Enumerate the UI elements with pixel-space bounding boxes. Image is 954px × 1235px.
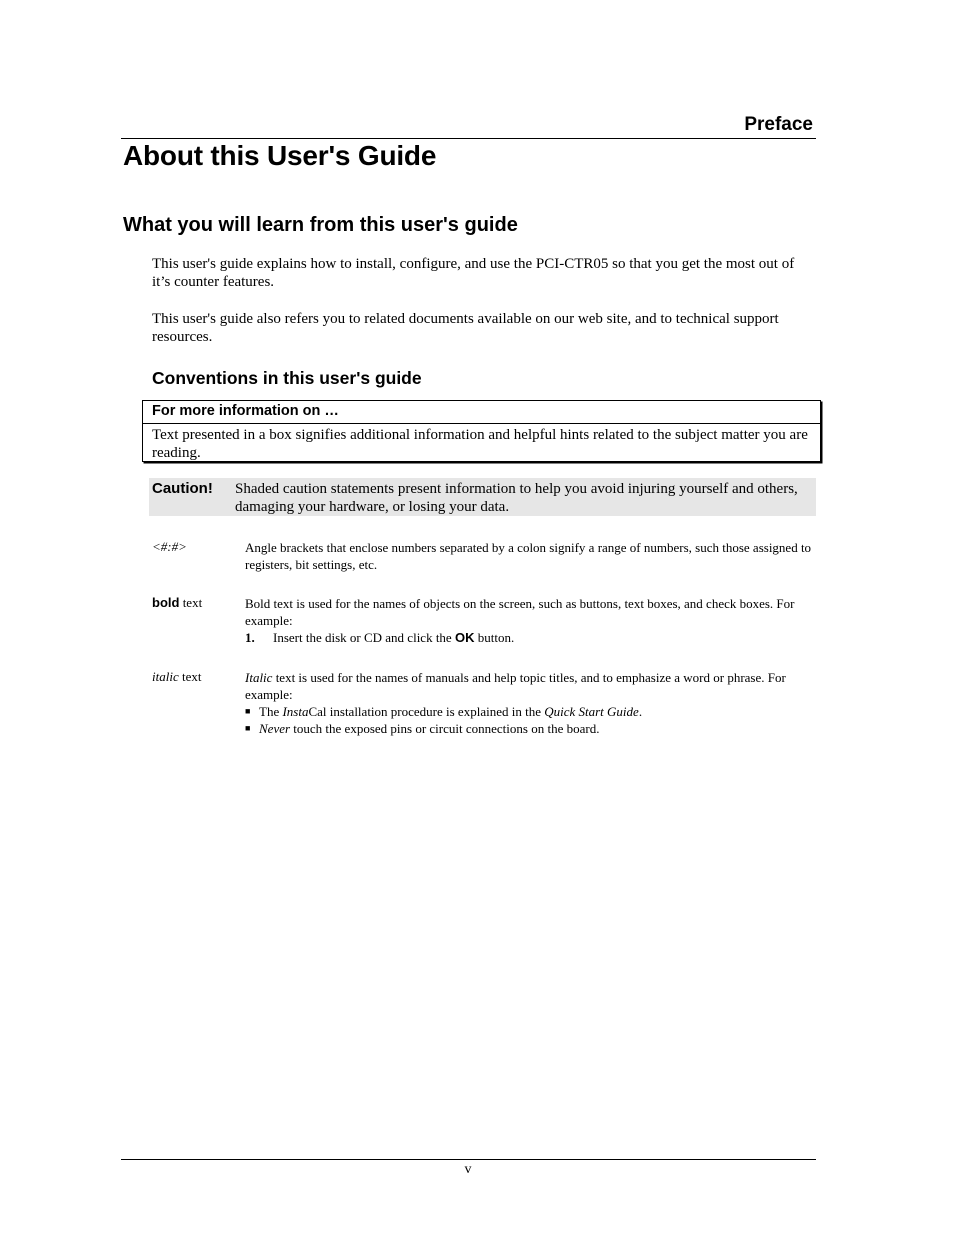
- learn-heading: What you will learn from this user's guide: [123, 214, 518, 236]
- learn-paragraph-1: This user's guide explains how to install, configure, and use the PCI-CTR05 so that you get the most out of it’s counter features.: [152, 256, 795, 290]
- section-header: Preface: [744, 114, 813, 135]
- page-title: About this User's Guide: [123, 140, 437, 171]
- bold-description-text: Bold text is used for the names of objects on the screen, such as buttons, text boxes, and check boxes. For example:: [245, 596, 795, 628]
- square-bullet-icon: ■: [245, 723, 251, 733]
- list-item: [245, 720, 815, 737]
- learn-paragraph-2: This user's guide also refers you to related documents available on our web site, and to technical support resources.: [152, 311, 779, 345]
- info-box-divider: [143, 423, 820, 424]
- angle-bracket-description: Angle brackets that enclose numbers separated by a colon signify a range of numbers, such those assigned to registers, bit settings, etc.: [245, 540, 812, 572]
- caution-box: [149, 478, 816, 516]
- bold-term: [152, 595, 202, 611]
- info-box-title: For more information on …: [152, 403, 339, 419]
- info-box-body: Text presented in a box signifies additional information and helpful hints related to the subject matter you are reading.: [152, 427, 808, 461]
- ok-label: OK: [454, 630, 475, 645]
- bullet1-pre: The: [259, 704, 283, 719]
- italic-description: [245, 669, 815, 737]
- square-bullet-icon: ■: [245, 706, 251, 716]
- bold-example-step: [245, 629, 815, 646]
- italic-description-text: [245, 669, 815, 703]
- bold-term-rest: text: [179, 595, 203, 610]
- italic-word: Italic: [245, 670, 273, 685]
- bullet2-never: Never: [259, 721, 291, 736]
- page-number: v: [464, 1162, 472, 1177]
- italic-description-rest: text is used for the names of manuals and help topic titles, and to emphasize a word or phrase. For example:: [245, 670, 786, 702]
- info-box: [142, 400, 821, 462]
- angle-bracket-term: <#:#>: [152, 539, 187, 554]
- italic-term: [152, 669, 201, 685]
- step-text-post: button.: [474, 630, 515, 645]
- header-rule: [121, 138, 816, 139]
- bullet1-insta: Insta: [282, 704, 309, 719]
- bold-term-word: bold: [152, 595, 180, 610]
- conventions-heading: Conventions in this user's guide: [152, 368, 422, 388]
- bullet1-post: .: [638, 704, 643, 719]
- bold-description: [245, 595, 815, 646]
- bullet1-cal: Cal installation procedure is explained in the: [308, 704, 545, 719]
- caution-label: Caution!: [152, 480, 213, 497]
- step-text-pre: Insert the disk or CD and click the: [273, 630, 455, 645]
- italic-term-rest: text: [178, 669, 202, 684]
- list-item: [245, 703, 815, 720]
- caution-text: Shaded caution statements present information to help you avoid injuring yourself and others, damaging your hardware, or losing your data.: [235, 481, 798, 515]
- bullet1-guide: Quick Start Guide: [544, 704, 639, 719]
- bullet2-rest: touch the exposed pins or circuit connections on the board.: [290, 721, 600, 736]
- footer-rule: [121, 1159, 816, 1160]
- italic-term-word: italic: [152, 669, 179, 684]
- step-number: 1.: [245, 630, 255, 645]
